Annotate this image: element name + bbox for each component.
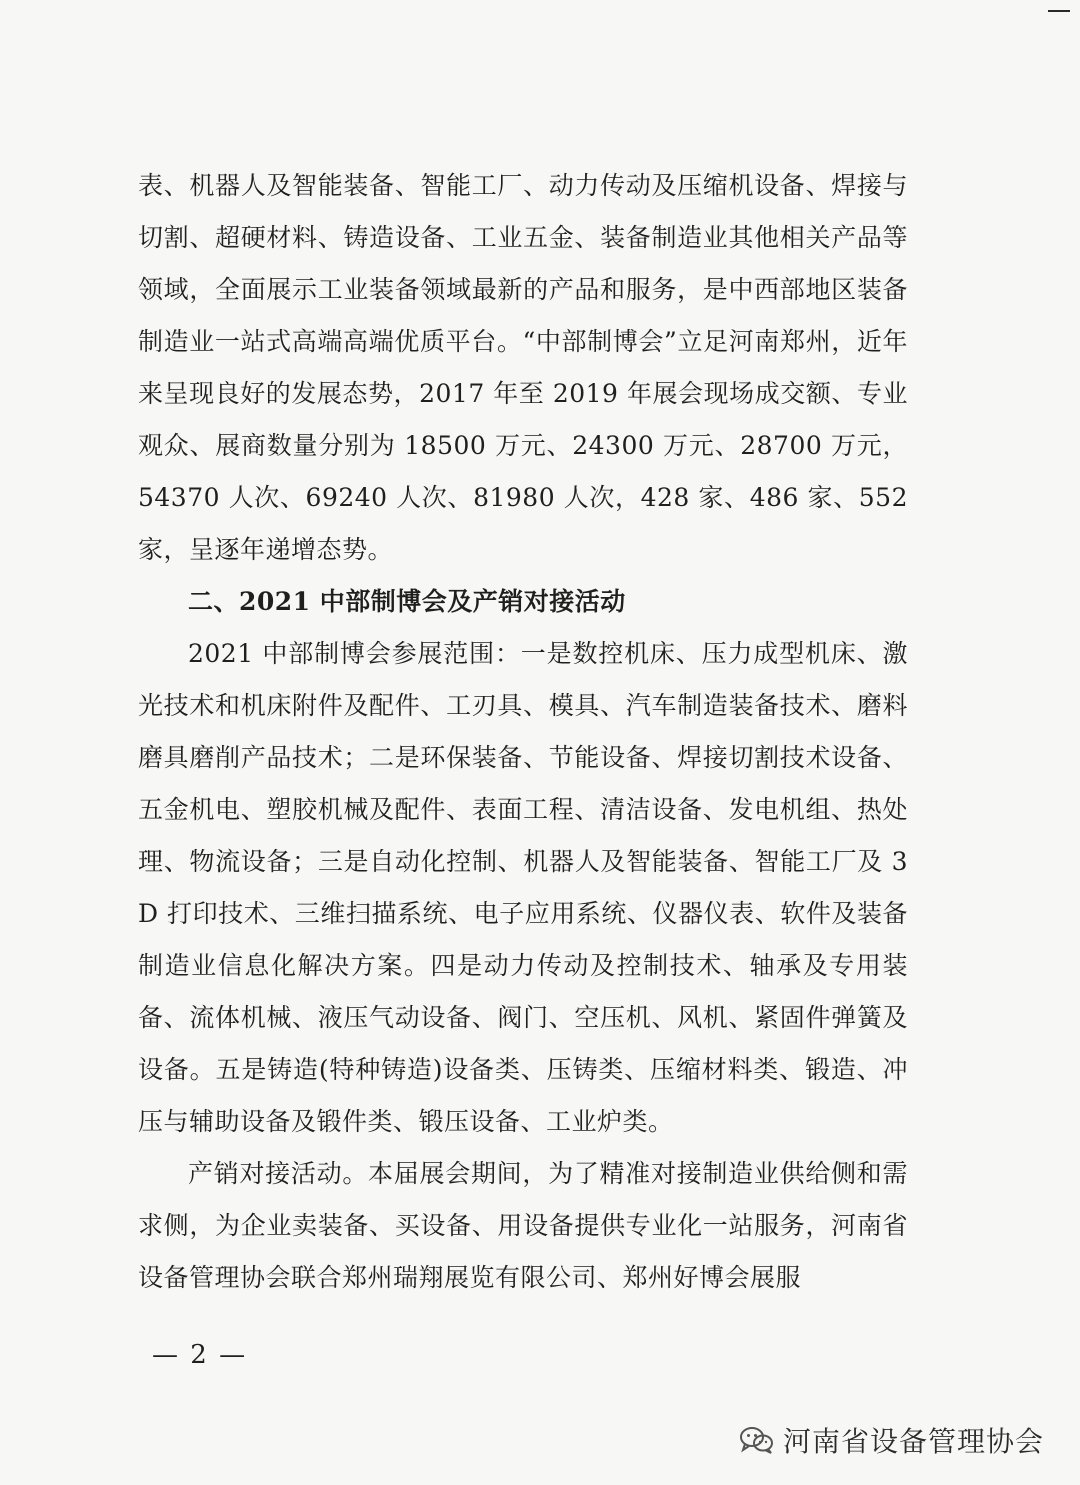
watermark-text: 河南省设备管理协会 [782,1425,1044,1458]
wechat-icon [739,1425,775,1455]
section-heading: 二、2021 中部制博会及产销对接活动 [188,587,626,616]
wechat-watermark [739,1420,1044,1460]
corner-mark [1048,10,1070,12]
paragraph-exhibit-scope: 2021 中部制博会参展范围：一是数控机床、压力成型机床、激光技术和机床附件及配件、工刃具、模具、汽车制造装备技术、磨料磨具磨削产品技术；二是环保装备、节能设备、焊接切割技术设备、五金机电、塑胶机械及配件、表面工程、清洁设备、发电机组、热处理、物流设备；三是自动化控制、机器人及智能装备、智能工厂及 3D 打印技术、三维扫描系统、电子应用系统、仪器仪表、软件及装备制造业信息化解决方案。四是动力传动及控制技术、轴承及专用装备、流体机械、液压气动设备、阀门、空压机、风机、紧固件弹簧及设备。五是铸造(特种铸造)设备类、压铸类、压缩材料类、锻造、冲压与辅助设备及锻件类、锻压设备、工业炉类。 [138,639,908,1136]
page-number: — 2 — [152,1340,248,1370]
paragraph-continued: 表、机器人及智能装备、智能工厂、动力传动及压缩机设备、焊接与切割、超硬材料、铸造设备、工业五金、装备制造业其他相关产品等领域，全面展示工业装备领域最新的产品和服务，是中西部地区装备制造业一站式高端高端优质平台。“中部制博会”立足河南郑州，近年来呈现良好的发展态势，2017 年至 2019 年展会现场成交额、专业观众、展商数量分别为 18500 万元、24300 万元、28700 万元，54370 人次、69240 人次、81980 人次，428 家、486 家、552 家，呈逐年递增态势。 [138,171,908,564]
document-body [138,160,908,1304]
paragraph-matchmaking: 产销对接活动。本届展会期间，为了精准对接制造业供给侧和需求侧，为企业卖装备、买设备、用设备提供专业化一站服务，河南省设备管理协会联合郑州瑞翔展览有限公司、郑州好博会展服 [138,1159,908,1292]
